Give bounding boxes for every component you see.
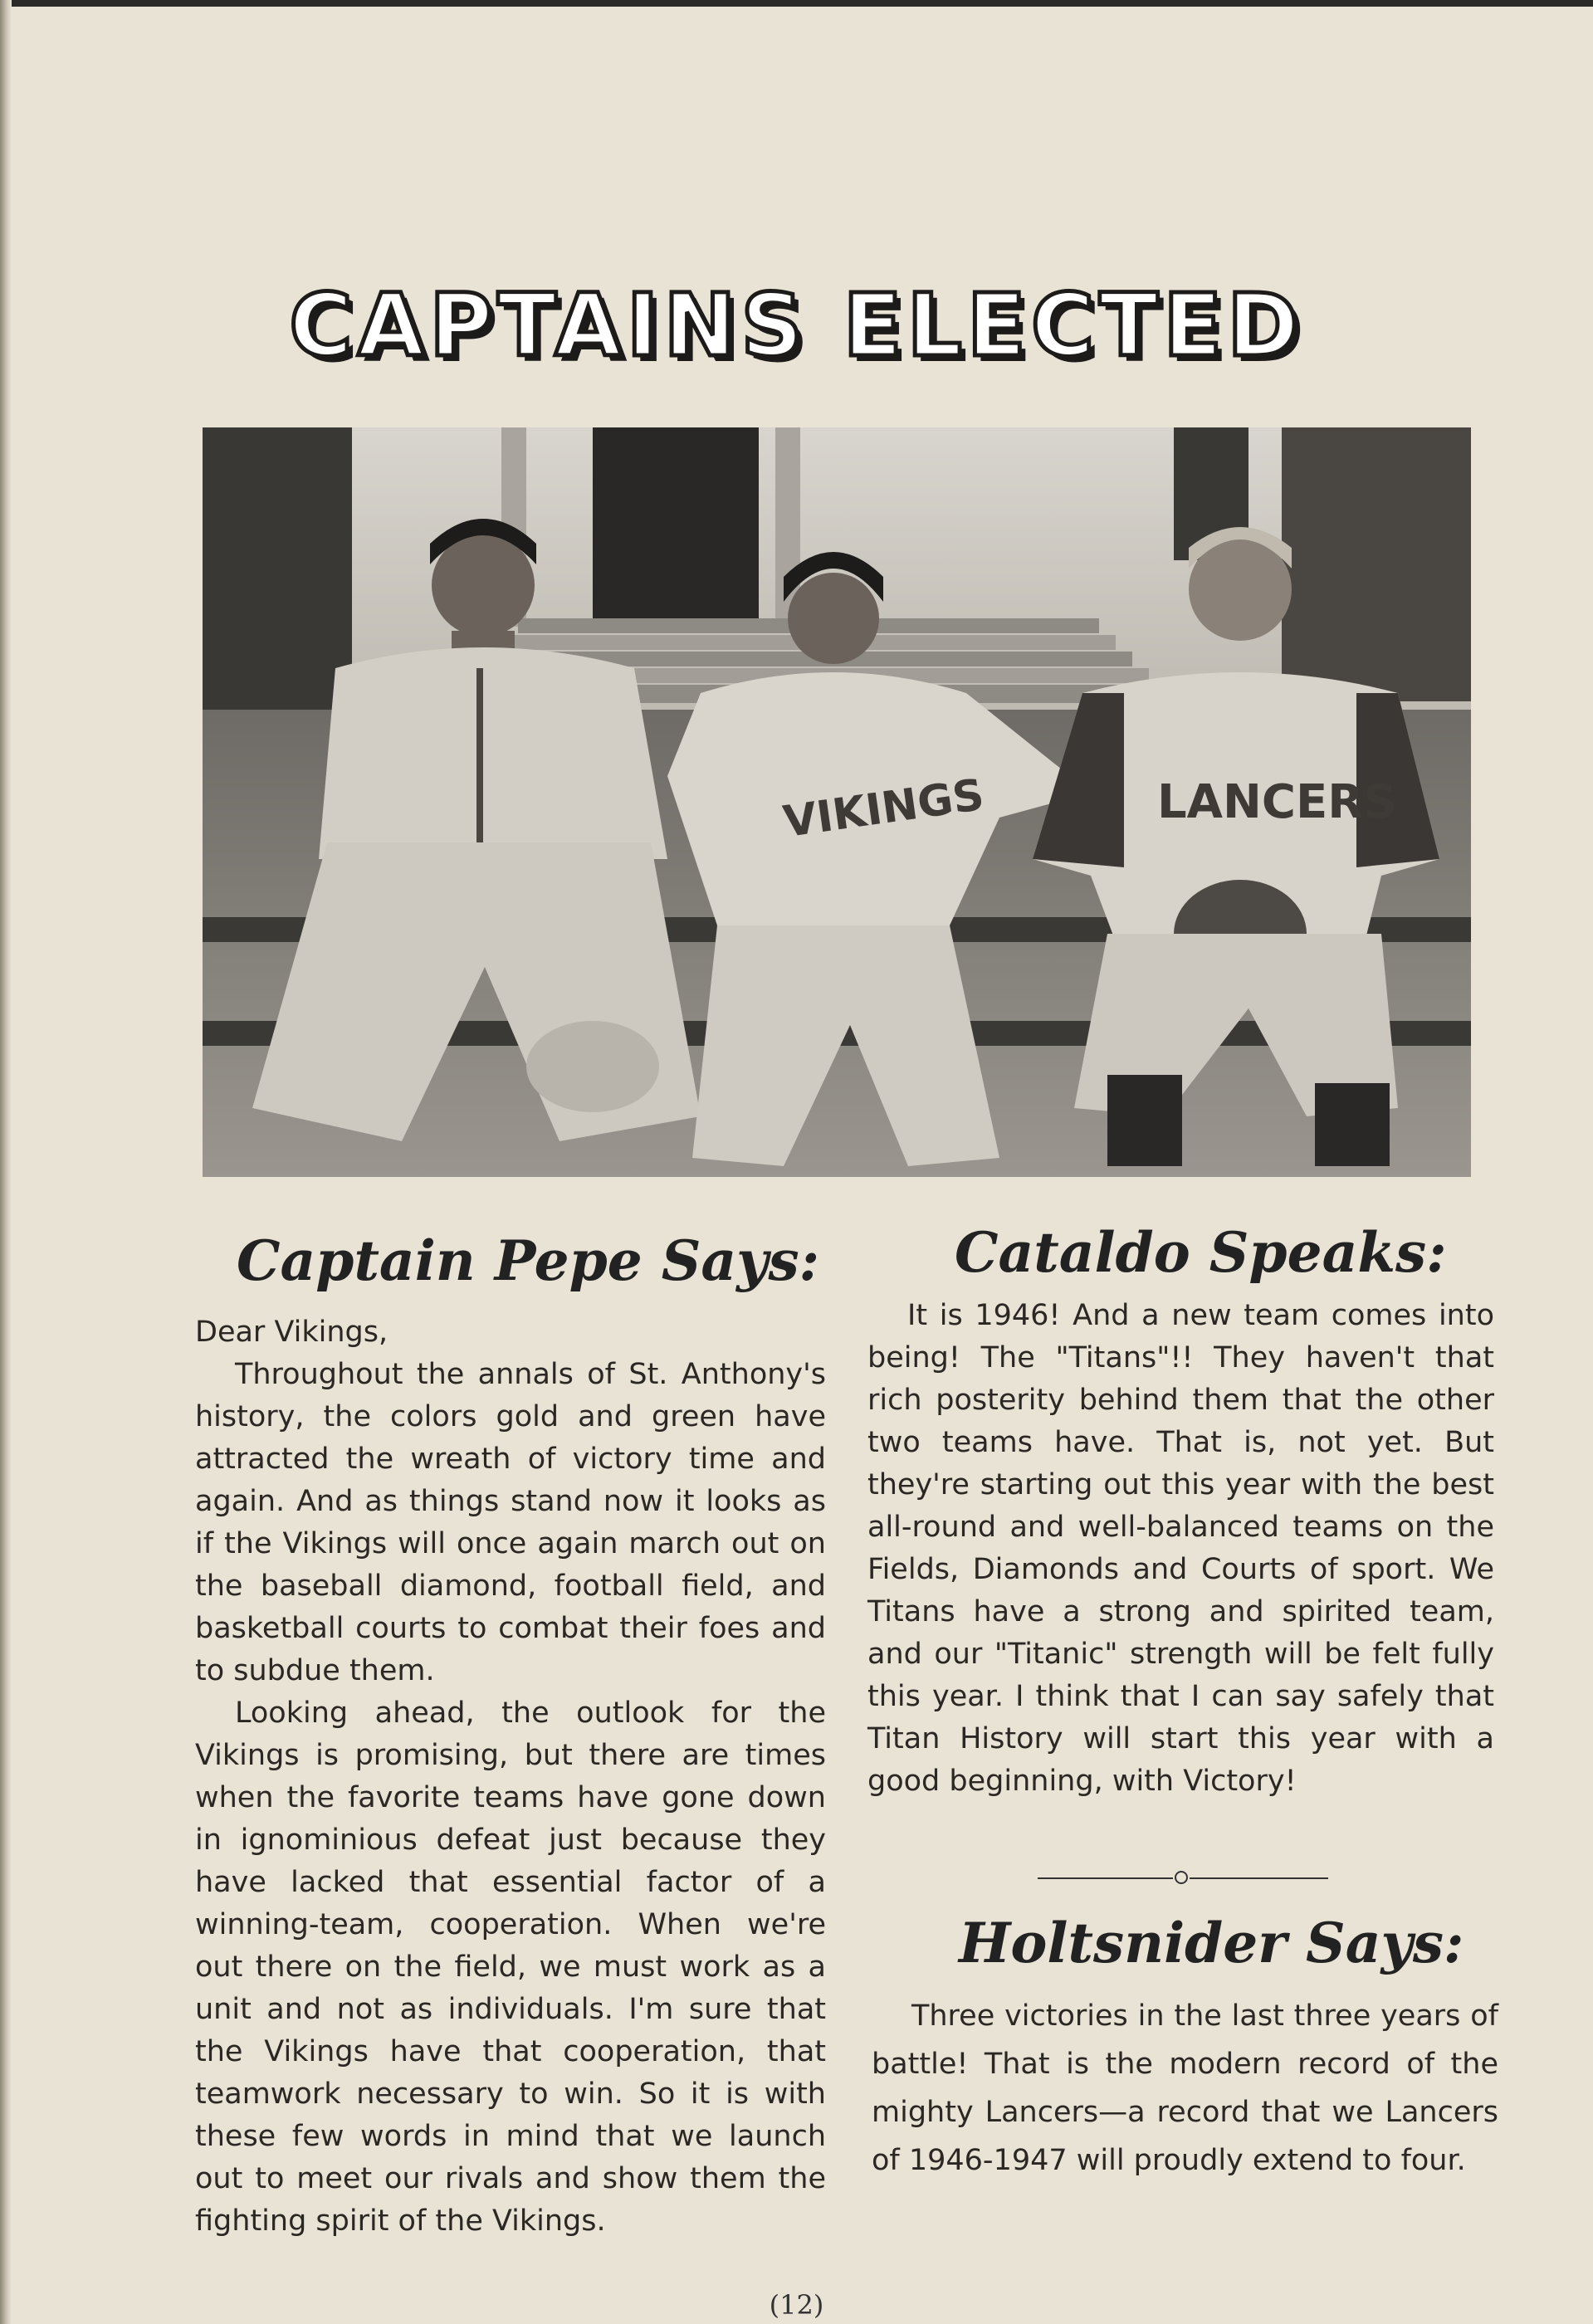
section-divider bbox=[1038, 1870, 1328, 1887]
heading-cataldo-speaks: Cataldo Speaks: bbox=[955, 1220, 1447, 1285]
divider-line-left bbox=[1038, 1877, 1173, 1879]
jersey-lancers-text: LANCERS bbox=[1157, 775, 1397, 829]
page-number: (12) bbox=[769, 2289, 824, 2321]
right-column-text-top bbox=[867, 1295, 1494, 1803]
page-top-edge bbox=[0, 0, 1593, 7]
divider-ornament bbox=[1175, 1871, 1188, 1884]
page-title: CAPTAINS ELECTED bbox=[289, 275, 1304, 376]
right-paragraph-bottom: Three victories in the last three years of battle! That is the modern record of the mighty Lancers—a record that we Lancers of 1946-1947 will proudly extend to four. bbox=[872, 1999, 1498, 2177]
heading-holtsnider-says: Holtsnider Says: bbox=[959, 1911, 1464, 1975]
heading-captain-pepe: Captain Pepe Says: bbox=[237, 1228, 819, 1293]
right-paragraph-top: It is 1946! And a new team comes into being! The "Titans"!! They haven't that rich posterity behind them that the other two teams have. That is, not yet. But they're starting out this year with the best all-round and well-balanced teams on the Fields, Diamonds and Courts of sport. We Titans have a strong and spirited team, and our "Titanic" strength will be felt fully this year. I think that I can say safely that Titan History will start this year with a good beginning, with Victory! bbox=[867, 1299, 1494, 1798]
left-paragraph-1: Throughout the annals of St. Anthony's history, the colors gold and green have attracted the wreath of victory time and again. And as things stand now it looks as if the Vikings will once again march out on the baseball diamond, football field, and basketball courts to combat their foes and to subdue them. bbox=[195, 1358, 826, 1687]
left-paragraph-2: Looking ahead, the outlook for the Vikings is promising, but there are times when the favorite teams have gone down in ignominious defeat just because they have lacked that essential factor of a winning-team, cooperation. When we're out there on the field, we must work as a unit and not as individuals. I'm sure that the Vikings have that cooperation, that teamwork necessary to win. So it is with these few words in mind that we launch out to meet our rivals and show them the fighting spirit of the Vikings. bbox=[195, 1697, 826, 2238]
photo-illustration bbox=[203, 427, 1471, 1177]
right-column-text-bottom bbox=[872, 1992, 1498, 2185]
left-column-text bbox=[195, 1311, 826, 2243]
captains-photo bbox=[203, 427, 1471, 1177]
divider-line-right bbox=[1190, 1877, 1328, 1879]
jersey-vikings-text: VIKINGS bbox=[780, 769, 988, 848]
salutation: Dear Vikings, bbox=[195, 1316, 388, 1349]
